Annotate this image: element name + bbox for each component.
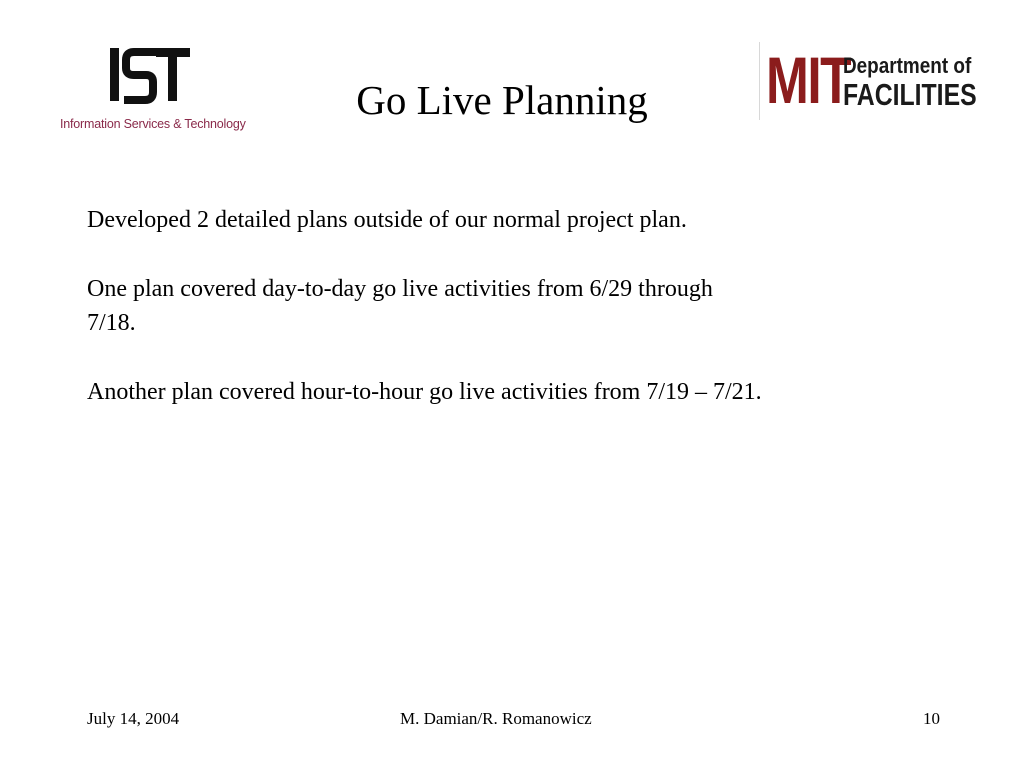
mit-logo-facilities: FACILITIES (843, 77, 977, 112)
ist-logo-caption: Information Services & Technology (60, 117, 246, 131)
slide-body (87, 203, 767, 444)
footer-authors: M. Damian/R. Romanowicz (400, 709, 592, 728)
body-paragraph-2: One plan covered day-to-day go live activities from 6/29 through 7/18. (87, 276, 713, 336)
mit-logo-department: Department of (843, 53, 972, 78)
body-paragraph-1: Developed 2 detailed plans outside of our normal project plan. (87, 207, 687, 233)
ist-logo-mark (108, 44, 192, 104)
footer-date: July 14, 2004 (87, 709, 180, 728)
footer-page-number: 10 (923, 709, 940, 728)
ist-logo (58, 44, 254, 136)
mit-facilities-logo (757, 42, 997, 122)
mit-logo-word: MIT (766, 43, 850, 117)
logo-divider (759, 42, 760, 120)
slide-title: Go Live Planning (356, 77, 648, 123)
body-paragraph-3: Another plan covered hour-to-hour go live activities from 7/19 – 7/21. (87, 379, 762, 405)
